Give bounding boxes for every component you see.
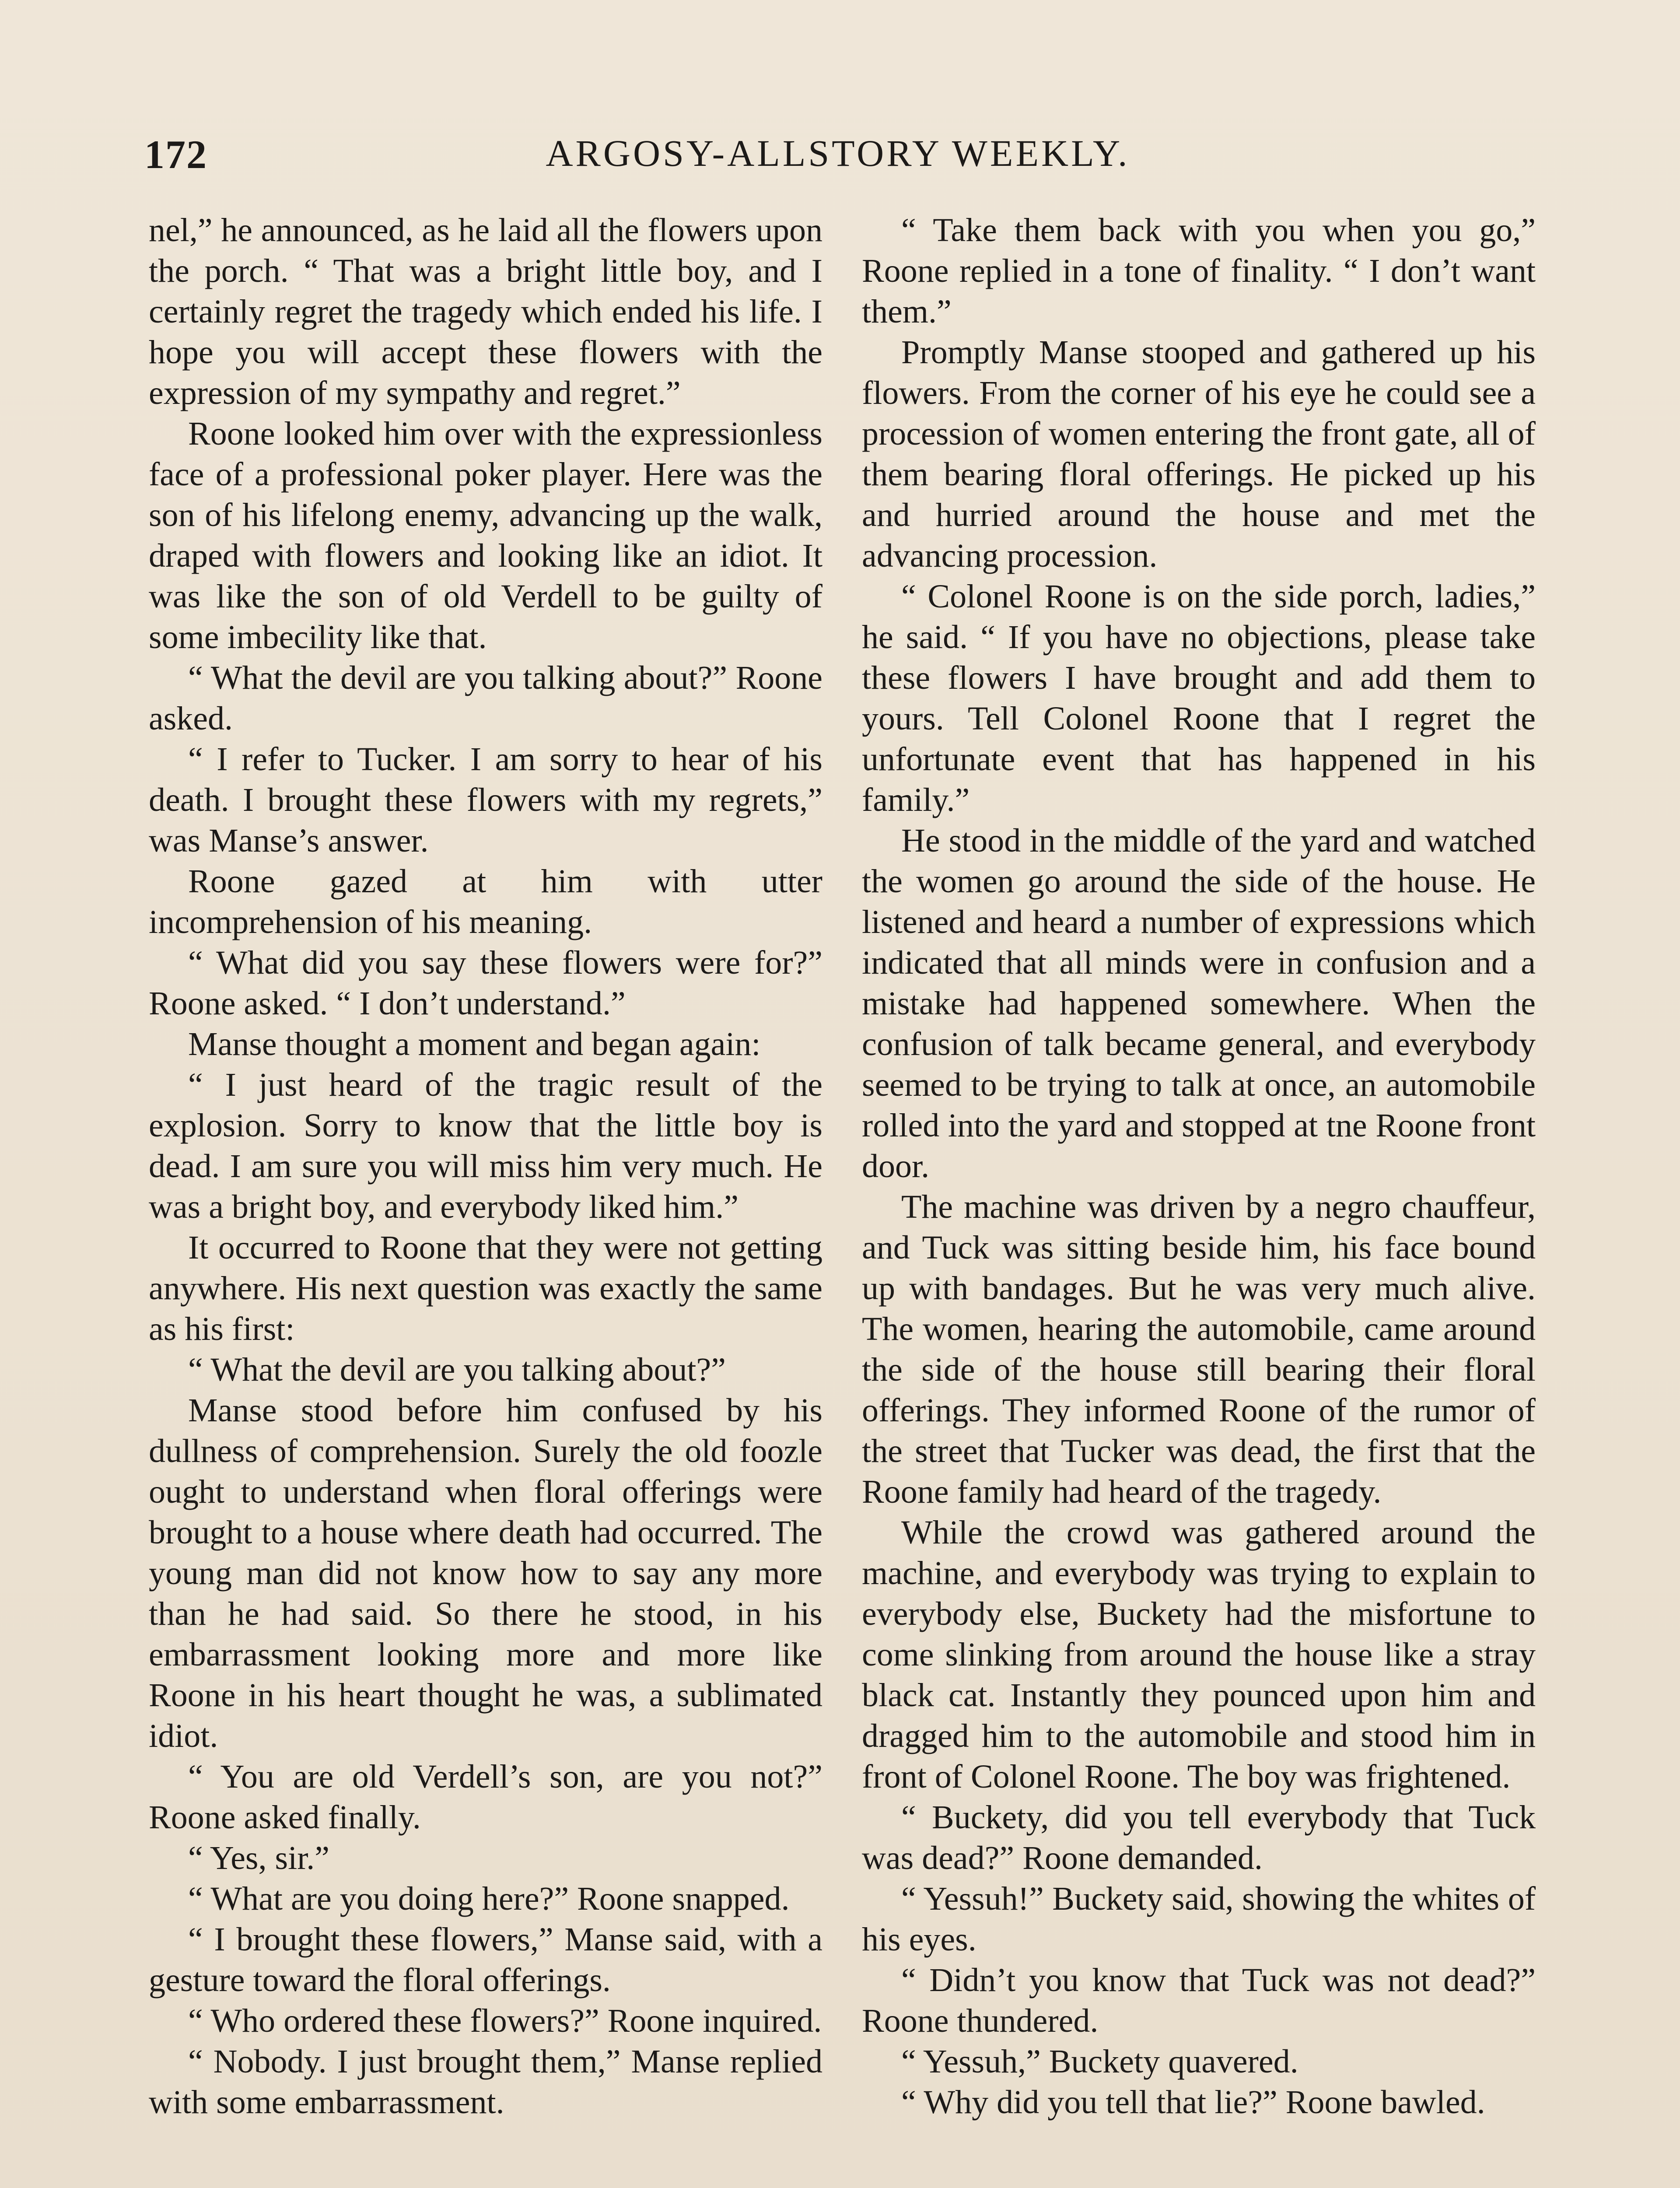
paragraph: “ I just heard of the tragic result of the explosion. Sorry to know that the little boy is dead. I am sure you will miss him very much. He was a bright boy, and everybody liked him.” [149,1066,822,1225]
page-header [144,123,1531,188]
paragraph: “ Colonel Roone is on the side porch, ladies,” he said. “ If you have no objections, please take these flowers I have brought and add them to yours. Tell Colonel Roone that I regret the unfortunate event that has happened in his family.” [862,578,1536,818]
left-column [149,210,822,2123]
paragraph: “ I refer to Tucker. I am sorry to hear of his death. I brought these flowers with my regrets,” was Manse’s answer. [149,741,822,859]
paragraph: “ Yes, sir.” [188,1840,330,1876]
page-number: 172 [144,132,207,177]
paragraph: “ Didn’t you know that Tuck was not dead?” Roone thundered. [862,1962,1536,2039]
paragraph: The machine was driven by a negro chauffeur, and Tuck was sitting beside him, his face bound up with bandages. But he was very much alive. The women, hearing the automobile, came around the side of the house still bearing their floral offerings. They informed Roone of the rumor of the street that Tucker was dead, the first that the Roone family had heard of the tragedy. [862,1189,1536,1510]
paragraph: “ Who ordered these flowers?” Roone inquired. [188,2002,822,2039]
paragraph: It occurred to Roone that they were not getting anywhere. His next question was exactly the same as his first: [149,1229,822,1347]
paragraph: “ Yessuh,” Buckety quavered. [901,2043,1298,2080]
paragraph: While the crowd was gathered around the machine, and everybody was trying to explain to everybody else, Buckety had the misfortune to come slinking from around the house like a stray black cat. Instantly they pounced upon him and dragged him to the automobile and stood him in front of Colonel Roone. The boy was frightened. [862,1514,1536,1795]
paragraph: Roone gazed at him with utter incomprehension of his meaning. [149,863,822,940]
paragraph: Promptly Manse stooped and gathered up his flowers. From the corner of his eye he could see a procession of women entering the front gate, all of them bearing floral offerings. He picked up his and hurried around the house and met the advancing procession. [862,334,1536,574]
paragraph: Manse stood before him confused by his dullness of comprehension. Surely the old foozle ought to understand when floral offerings were brought to a house where death had occurred. The young man did not know how to say any more than he had said. So there he stood, in his embarrassment looking more and more like Roone in his heart thought he was, a sublimated idiot. [149,1392,822,1754]
paragraph: “ Take them back with you when you go,” Roone replied in a tone of finality. “ I don’t want them.” [862,212,1536,330]
paragraph: nel,” he announced, as he laid all the flowers upon the porch. “ That was a bright little boy, and I certainly regret the tragedy which ended his life. I hope you will accept these flowers with the expression of my sympathy and regret.” [149,212,822,411]
paragraph: “ What did you say these flowers were for?” Roone asked. “ I don’t understand.” [149,944,822,1022]
paragraph: “ Yessuh!” Buckety said, showing the whites of his eyes. [862,1880,1536,1958]
paragraph: “ I brought these flowers,” Manse said, with a gesture toward the floral offerings. [149,1921,822,1999]
paragraph: “ Why did you tell that lie?” Roone bawled. [901,2084,1485,2121]
right-column [862,210,1536,2123]
paragraph: Roone looked him over with the expressionless face of a professional poker player. Here was the son of his lifelong enemy, advancing up the walk, draped with flowers and looking like an idiot. It was like the son of old Verdell to be guilty of some imbecility like that. [149,415,822,656]
paragraph: “ What the devil are you talking about?” [188,1351,726,1388]
paragraph: “ Buckety, did you tell everybody that Tuck was dead?” Roone demanded. [862,1799,1536,1876]
paragraph: Manse thought a moment and began again: [188,1026,761,1062]
running-title: ARGOSY-ALLSTORY WEEKLY. [546,132,1130,174]
paragraph: “ What the devil are you talking about?” Roone asked. [149,659,822,737]
paragraph: “ You are old Verdell’s son, are you not?” Roone asked finally. [149,1758,822,1836]
paragraph: He stood in the middle of the yard and watched the women go around the side of the house. He listened and heard a number of expressions which indicated that all minds were in confusion and a mistake had happened somewhere. When the confusion of talk became general, and everybody seemed to be trying to talk at once, an automobile rolled into the yard and stopped at tne Roone front door. [862,822,1536,1185]
paragraph: “ What are you doing here?” Roone snapped. [188,1880,790,1917]
paragraph: “ Nobody. I just brought them,” Manse replied with some embarrassment. [149,2043,822,2121]
